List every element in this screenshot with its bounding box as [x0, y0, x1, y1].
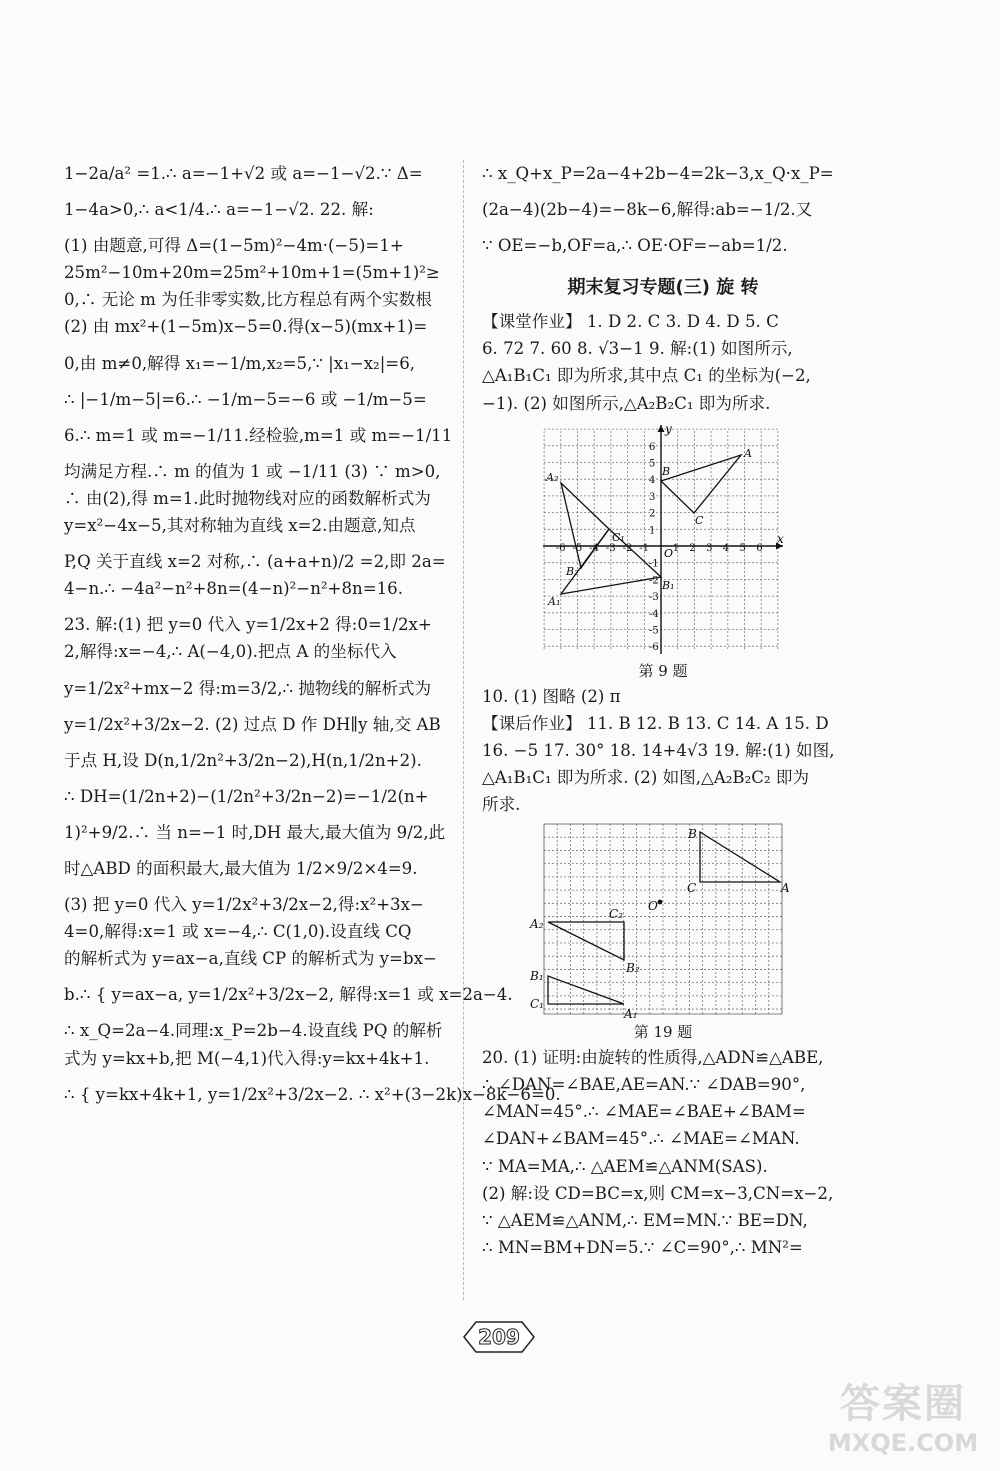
x-tick-label: 3 — [706, 542, 713, 554]
left-line: 4−n.∴ −4a²−n²+8n=(4−n)²−n²+8n=16. — [64, 579, 403, 599]
tick-labels — [556, 441, 763, 652]
x-tick-label: 6 — [756, 542, 763, 554]
figure-19-rotation-grid — [528, 820, 798, 1020]
figure-9-caption: 第 9 题 — [638, 661, 688, 680]
x-tick-label: -1 — [639, 542, 650, 554]
y-tick-label: -2 — [649, 575, 659, 587]
left-line: 25m²−10m+20m=25m²+10m+1=(5m+1)²≥ — [64, 263, 440, 283]
x-axis-label: x — [777, 531, 784, 546]
x-tick-label: -4 — [589, 542, 599, 554]
label-A2: A₂ — [530, 917, 544, 932]
x-tick-label: -2 — [622, 542, 633, 554]
right-column — [482, 160, 844, 1261]
triangle-A1B1C1 — [548, 976, 624, 1004]
left-line: y=1/2x²+3/2x−2. (2) 过点 D 作 DH∥y 轴,交 AB — [64, 714, 441, 734]
right-line: ∴ MN=BM+DN=5.∵ ∠C=90°,∴ MN²= — [482, 1237, 803, 1257]
left-line: b.∴ { y=ax−a, y=1/2x²+3/2x−2, 解得:x=1 或 x=2a−4. — [64, 985, 513, 1005]
left-line: ∴ 由(2),得 m=1.此时抛物线对应的函数解析式为 — [64, 488, 431, 508]
label-O: O — [648, 899, 658, 914]
left-line: 1−2a/a² =1.∴ a=−1+√2 或 a=−1−√2.∵ Δ= — [64, 164, 423, 183]
label-A1: A₁ — [624, 1007, 638, 1022]
left-line: 式为 y=kx+b,把 M(−4,1)代入得:y=kx+4k+1. — [64, 1048, 430, 1068]
triangle-ABC — [700, 832, 780, 882]
right-line: (2) 解:设 CD=BC=x,则 CM=x−3,CN=x−2, — [482, 1183, 834, 1203]
left-line: (1) 由题意,可得 Δ=(1−5m)²−4m·(−5)=1+ — [64, 236, 404, 256]
y-tick-label: 3 — [649, 491, 656, 503]
left-line: ∴ DH=(1/2n+2)−(1/2n²+3/2n−2)=−1/2(n+ — [64, 786, 429, 806]
left-line: ∴ { y=kx+4k+1, y=1/2x²+3/2x−2. ∴ x²+(3−2k)x−8k−6=0. — [64, 1084, 561, 1104]
figure-9-coordinate-grid — [533, 419, 793, 659]
left-line: 的解析式为 y=ax−a,直线 CP 的解析式为 y=bx− — [64, 949, 437, 969]
label-C2: C₂ — [609, 907, 623, 922]
right-line: ∵ MA=MA,∴ △AEM≌△ANM(SAS). — [482, 1156, 768, 1176]
left-line: (3) 把 y=0 代入 y=1/2x²+3/2x−2,得:x²+3x− — [64, 895, 424, 915]
left-line: y=1/2x²+mx−2 得:m=3/2,∴ 抛物线的解析式为 — [64, 678, 432, 698]
right-line: ∠DAN+∠BAM=45°.∴ ∠MAE=∠MAN. — [482, 1129, 800, 1149]
origin-label: O — [664, 546, 674, 560]
right-line: △A₁B₁C₁ 即为所求. (2) 如图,△A₂B₂C₂ 即为 — [482, 767, 810, 787]
left-line: 1−4a>0,∴ a<1/4.∴ a=−1−√2. 22. 解: — [64, 200, 374, 220]
left-line: ∴ x_Q=2a−4.同理:x_P=2b−4.设直线 PQ 的解析 — [64, 1021, 443, 1041]
label-B: B — [688, 827, 697, 842]
label-A1: A₁ — [548, 594, 561, 608]
triangle-ABC — [661, 455, 741, 513]
x-tick-label: -3 — [605, 542, 616, 554]
left-line: 于点 H,设 D(n,1/2n²+3/2n−2),H(n,1/2n+2). — [64, 750, 422, 770]
y-tick-label: -5 — [649, 625, 659, 637]
watermark — [818, 1380, 988, 1466]
right-line: 6. 72 7. 60 8. √3−1 9. 解:(1) 如图所示, — [482, 339, 793, 359]
left-line: y=x²−4x−5,其对称轴为直线 x=2.由题意,知点 — [64, 516, 416, 536]
right-line: 16. −5 17. 30° 18. 14+4√3 19. 解:(1) 如图, — [482, 740, 835, 760]
label-C1: C₁ — [530, 997, 544, 1012]
right-line: 20. (1) 证明:由旋转的性质得,△ADN≌△ABE, — [482, 1048, 824, 1068]
y-tick-label: -4 — [649, 608, 659, 620]
triangle-A2B2C2 — [548, 922, 624, 960]
left-line: 23. 解:(1) 把 y=0 代入 y=1/2x+2 得:0=1/2x+ — [64, 615, 432, 635]
right-line: 10. (1) 图略 (2) π — [482, 686, 621, 706]
left-line: 1)²+9/2.∴ 当 n=−1 时,DH 最大,最大值为 9/2,此 — [64, 822, 446, 842]
x-tick-label: 4 — [722, 542, 730, 554]
label-A: A — [744, 446, 752, 460]
y-axis-arrow-icon — [658, 425, 665, 432]
right-line: −1). (2) 如图所示,△A₂B₂C₁ 即为所求. — [482, 393, 771, 413]
left-line: 时△ABD 的面积最大,最大值为 1/2×9/2×4=9. — [64, 858, 418, 878]
label-C1: C₁ — [612, 530, 625, 544]
watermark-url: MXQE.COM — [827, 1429, 979, 1457]
right-line: ∴ ∠DAN=∠BAE,AE=AN.∵ ∠DAB=90°, — [482, 1075, 806, 1095]
right-line: 【课后作业】 11. B 12. B 13. C 14. A 15. D — [482, 713, 829, 733]
label-B2: B₂ — [566, 564, 579, 578]
grid-lines — [544, 824, 782, 1014]
label-B: B — [662, 464, 671, 478]
label-A: A — [781, 881, 790, 896]
right-line: ∴ x_Q+x_P=2a−4+2b−4=2k−3,x_Q·x_P= — [482, 164, 834, 183]
x-tick-label: -6 — [555, 542, 566, 554]
left-line: 0,由 m≠0,解得 x₁=−1/m,x₂=5,∵ |x₁−x₂|=6, — [64, 353, 416, 373]
left-line: 2,解得:x=−4,∴ A(−4,0).把点 A 的坐标代入 — [64, 642, 397, 662]
page-number — [460, 1318, 538, 1356]
watermark-logo-text: 答案圈 — [840, 1381, 966, 1427]
y-tick-label: 6 — [649, 441, 656, 453]
page-number-text: 209 — [478, 1325, 520, 1349]
y-tick-label: 1 — [649, 524, 656, 536]
x-tick-label: 5 — [739, 542, 746, 554]
left-line: ∴ |−1/m−5|=6.∴ −1/m−5=−6 或 −1/m−5= — [64, 389, 427, 409]
left-line: 0,∴ 无论 m 为任非零实数,比方程总有两个实数根 — [64, 290, 432, 310]
y-tick-label: -1 — [649, 558, 659, 570]
y-tick-label: -6 — [649, 641, 659, 653]
right-line: ∵ △AEM≌△ANM,∴ EM=MN.∵ BE=DN, — [482, 1210, 808, 1230]
right-line: 所求. — [482, 795, 521, 815]
x-tick-label: 2 — [689, 542, 696, 554]
right-line: (2a−4)(2b−4)=−8k−6,解得:ab=−1/2.又 — [482, 200, 813, 220]
x-tick-label: -5 — [572, 542, 583, 554]
right-line: ∵ OE=−b,OF=a,∴ OE·OF=−ab=1/2. — [482, 236, 788, 256]
y-tick-label: -3 — [649, 591, 659, 603]
left-line: P,Q 关于直线 x=2 对称,∴ (a+a+n)/2 =2,即 2a= — [64, 552, 446, 572]
point-O — [658, 900, 663, 905]
y-axis-label: y — [665, 421, 672, 436]
label-B1: B₁ — [662, 578, 675, 592]
label-A2: A₂ — [546, 470, 559, 484]
right-line: ∠MAN=45°.∴ ∠MAE=∠BAE+∠BAM= — [482, 1102, 806, 1122]
left-line: (2) 由 mx²+(1−5m)x−5=0.得(x−5)(mx+1)= — [64, 317, 428, 337]
right-line: △A₁B₁C₁ 即为所求,其中点 C₁ 的坐标为(−2, — [482, 366, 811, 386]
label-B2: B₂ — [626, 961, 640, 976]
y-tick-label: 5 — [649, 458, 656, 470]
left-line: 均满足方程.∴ m 的值为 1 或 −1/11 (3) ∵ m>0, — [64, 461, 441, 481]
left-line: 4=0,解得:x=1 或 x=−4,∴ C(1,0).设直线 CQ — [64, 922, 412, 942]
label-C: C — [687, 881, 697, 896]
y-tick-label: 4 — [649, 474, 656, 486]
right-line: 【课堂作业】 1. D 2. C 3. D 4. D 5. C — [482, 312, 779, 332]
left-line: 6.∴ m=1 或 m=−1/11.经检验,m=1 或 m=−1/11 — [64, 425, 453, 445]
figure-19-caption: 第 19 题 — [633, 1023, 693, 1042]
y-tick-label: 2 — [649, 508, 656, 520]
label-B1: B₁ — [530, 969, 544, 984]
label-C: C — [695, 513, 704, 527]
x-tick-label: 1 — [672, 542, 680, 554]
column-divider — [463, 160, 464, 1300]
section-title: 期末复习专题(三) 旋 转 — [567, 277, 759, 299]
